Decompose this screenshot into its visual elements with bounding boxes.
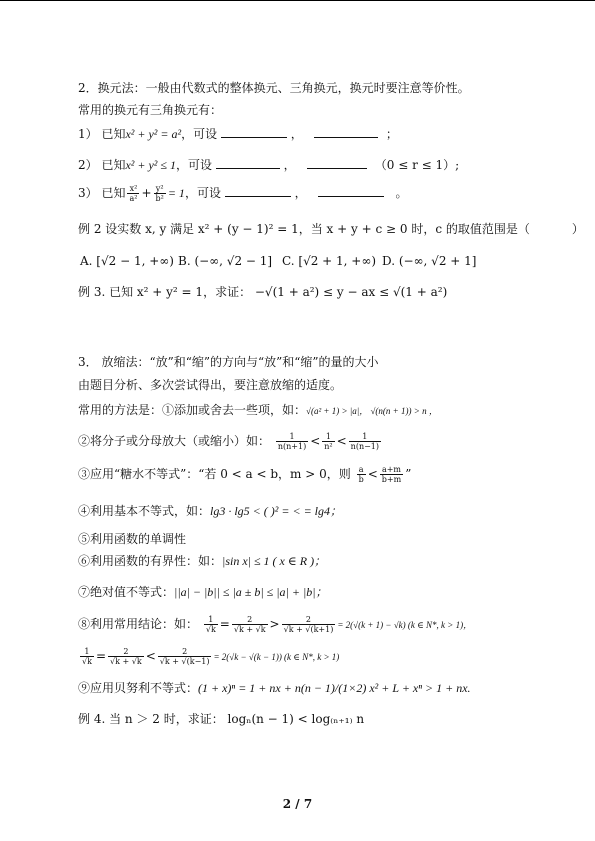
method-2: ②将分子或分母放大（或缩小）如： $\frac{1}{n(n+1)}$ < $\frac{1}{\text{n²}}$ < $\frac{1}{n(n-1)}$ (78, 432, 380, 451)
answer-blank[interactable] (314, 126, 378, 138)
answer-blank[interactable] (225, 185, 291, 197)
example-2-choice-c: C. [√2 + 1, +∞) (282, 254, 377, 268)
example-2: 例 2 设实数 x, y 满足 x² + (y − 1)² = 1，当 x + y + c ≥ 0 时，c 的取值范围是（ ） (78, 222, 584, 236)
fraction: $\frac{\text{y²}}{\text{b²}}$ (155, 184, 164, 203)
answer-blank[interactable] (221, 126, 287, 138)
method-4: ④利用基本不等式，如：lg3 · lg5 < ( )² = < = lg4； (78, 504, 342, 518)
method-6: ⑥利用函数的有界性：如：|sin x| ≤ 1 ( x ∈ R )； (78, 554, 327, 568)
method-8: ⑧利用常用结论：如： $\frac{1}{√k}$ = $\frac{2}{√k + √k}$ > $\frac{2}{√k + √(k+1)}$ = 2(√(k + 1) − √k) (k ∈ N*, k > 1)， (78, 615, 473, 634)
method-1: 常用的方法是：①添加或舍去一些项，如：√(a² + 1) > |a|， √(n(n + 1)) > n ， (78, 403, 438, 417)
section2-intro: 常用的换元有三角换元有： (78, 103, 223, 117)
method-3: ③应用“糖水不等式”：“若 0 < a < b，m > 0，则 $\frac{a}{b}$ < $\frac{a+m}{b+m}$ ” (78, 465, 412, 484)
example-4: 例 4. 当 n ＞ 2 时，求证： logₙ(n − 1) < log₍ₙ₊₁₎ n (78, 712, 365, 726)
fraction: $\frac{1}{\text{n²}}$ (324, 432, 333, 451)
fraction: $\frac{1}{n(n+1)}$ (277, 432, 307, 451)
method-7: ⑦绝对值不等式：||a| − |b|| ≤ |a ± b| ≤ |a| + |b|； (78, 585, 328, 599)
page-top-rule (0, 0, 595, 1)
section3-heading: 3． 放缩法：“放”和“缩”的方向与“放”和“缩”的量的大小 (78, 355, 379, 369)
fraction: $\frac{a+m}{b+m}$ (381, 465, 402, 484)
fraction: $\frac{a}{b}$ (358, 465, 364, 484)
fraction: $\frac{\text{x²}}{\text{a²}}$ (129, 184, 138, 203)
fraction: $\frac{1}{√k}$ (205, 615, 216, 634)
method-5: ⑤利用函数的单调性 (78, 532, 187, 546)
example-3: 例 3. 已知 x² + y² = 1，求证： −√(1 + a²) ≤ y − ax ≤ √(1 + a²) (78, 285, 448, 299)
answer-blank[interactable] (216, 157, 280, 169)
fraction: $\frac{1}{n(n-1)}$ (350, 432, 380, 451)
method-8-continued: $\frac{1}{√k}$ = $\frac{2}{√k + √k}$ < $\frac{2}{√k + √(k-1)}$ = 2(√k − √(k − 1)) (k ∈ N*, k > 1) (82, 647, 340, 666)
example-2-choice-d: D. (−∞, √2 + 1] (382, 254, 477, 268)
fraction: $\frac{2}{√k + √k}$ (233, 615, 266, 634)
section2-heading: 2．换元法：一般由代数式的整体换元、三角换元，换元时要注意等价性。 (78, 81, 470, 95)
fraction: $\frac{2}{√k + √(k-1)}$ (159, 647, 210, 666)
fraction: $\frac{2}{√k + √(k+1)}$ (283, 615, 334, 634)
substitution-item-1: 1） 已知x² + y² = a²，可设 ， ； (78, 127, 398, 141)
answer-blank[interactable] (307, 157, 367, 169)
substitution-item-3: 3） 已知 $\frac{\text{x²}}{\text{a²}}$ + $\frac{\text{y²}}{\text{b²}}$ = 1，可设 ， 。 (78, 184, 408, 203)
example-2-choice-b: B. (−∞, √2 − 1] (178, 254, 273, 268)
method-9: ⑨应用贝努利不等式：(1 + x)ⁿ = 1 + nx + n(n − 1)/(1×2) x² + L + xⁿ > 1 + nx. (78, 681, 471, 695)
substitution-item-2: 2） 已知x² + y² ≤ 1，可设 ， （0 ≤ r ≤ 1）; (78, 158, 460, 172)
answer-blank[interactable] (318, 185, 384, 197)
fraction: $\frac{2}{√k + √k}$ (110, 647, 142, 666)
page-number: 2 / 7 (282, 797, 313, 811)
fraction: $\frac{1}{√k}$ (82, 647, 92, 666)
section3-line2: 由题目分析、多次尝试得出，要注意放缩的适度。 (78, 378, 343, 392)
example-2-choice-a: A. [√2 − 1, +∞) (80, 254, 174, 268)
